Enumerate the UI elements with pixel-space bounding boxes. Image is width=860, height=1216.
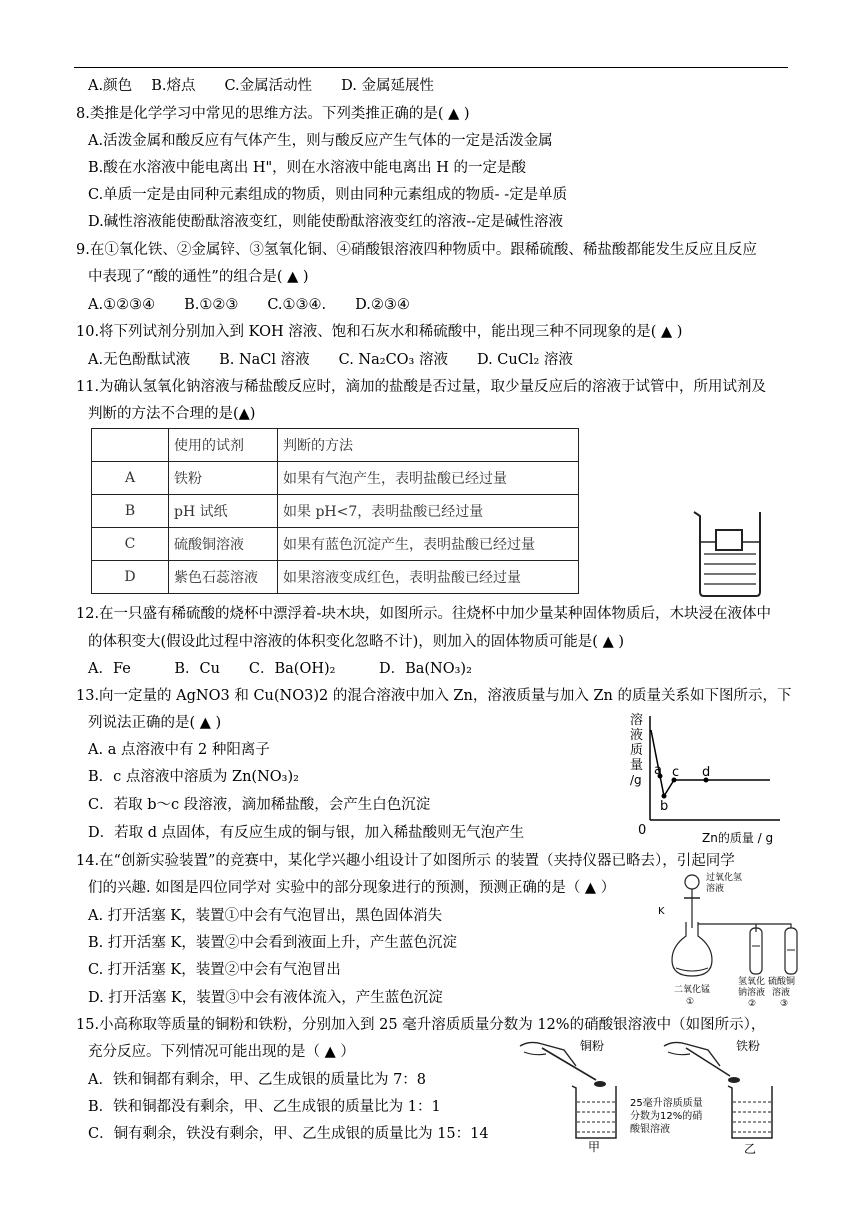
graph-ylabel-char: 质 [630,743,644,758]
hand-right-icon [664,1042,720,1066]
tube2-label: 钠溶液 [738,988,766,998]
q11-stem-line2: 判断的方法不合理的是(▲) [88,406,256,422]
q13-option-d: D．若取 d 点固体，有反应生成的铜与银，加入稀盐酸则无气泡产生 [88,825,525,841]
beaker-wood-block-figure [690,508,770,600]
table-cell: pH 试纸 [169,495,278,528]
q15-stem-line2: 充分反应。下列情况可能出现的是（ ▲ ） [88,1044,355,1060]
table-cell: 紫色石蕊溶液 [169,561,278,594]
q14-option-a: A. 打开活塞 K，装置①中会有气泡冒出，黑色固体消失 [88,908,443,924]
table-cell: 如果溶液变成红色，表明盐酸已经过量 [278,561,579,594]
table-header-cell: 判断的方法 [278,429,579,462]
graph-xlabel: Zn的质量 / g [702,831,774,845]
q14-option-d: D. 打开活塞 K，装置③中会有液体流入，产生蓝色沉淀 [88,990,443,1006]
point-a-label: a [654,763,662,778]
beaker-left-label: 甲 [588,1140,601,1154]
flask1-label: 二氧化锰 [674,985,711,995]
q8-option-b: B.酸在水溶液中能电离出 H"，则在水溶液中能电离出 H 的一定是酸 [88,160,527,176]
top-rule [74,67,788,68]
table-cell: 铁粉 [169,462,278,495]
graph-origin: 0 [638,823,647,838]
graph-ylabel-char: 溶 [630,713,644,728]
q11-stem-line1: 11.为确认氢氧化钠溶液与稀盐酸反应时，滴加的盐酸是否过量，取少量反应后的溶液于试管中，所用试剂及 [76,379,767,395]
table-row [92,495,579,528]
mass-curve [651,730,770,796]
q13-mass-graph [620,708,790,846]
q8-option-d: D.碱性溶液能使酚酞溶液变红，则能使酚酞溶液变红的溶液--定是碱性溶液 [88,214,564,230]
q9-stem-line1: 9.在①氧化铁、②金属锌、③氢氧化铜、④硝酸银溶液四种物质中。跟稀硫酸、稀盐酸都能发生反应且反应 [76,242,757,258]
table-header-cell: 使用的试剂 [169,429,278,462]
q12-options: A．Fe B．Cu C．Ba(OH)₂ D．Ba(NO₃)₂ [88,661,472,677]
q8-option-c: C.单质一定是由同种元素组成的物质，则由同种元素组成的物质- -定是单质 [88,187,568,203]
q15-beakers-figure [516,1036,786,1154]
flask1-number: ① [686,997,695,1007]
q14-option-b: B. 打开活塞 K，装置②中会看到液面上升，产生蓝色沉淀 [88,935,457,951]
point-d-label: d [702,765,711,780]
tube3-number: ③ [780,999,789,1009]
q14-stem-line2: 们的兴趣. 如图是四位同学对 实验中的部分现象进行的预测，预测正确的是（ ▲ ） [88,880,616,896]
table-cell: 如果有气泡产生，表明盐酸已经过量 [278,462,579,495]
point-b [662,794,667,799]
q8-option-a: A.活泼金属和酸反应有气体产生，则与酸反应产生气体的一定是活泼金属 [88,133,553,149]
q14-stem-line1: 14.在“创新实验装置”的竞赛中，某化学兴趣小组设计了如图所示 的装置（夹持仪器已略去），引起同学 [76,853,735,869]
table-row [92,561,579,594]
tube3-label: 溶液 [772,988,791,998]
q12-stem-line2: 的体积变大(假设此过程中溶液的体积变化忽略不计)，则加入的固体物质可能是( ▲ ) [88,634,624,650]
point-c-label: c [672,765,680,780]
graph-ylabel-char: 量 [630,758,644,773]
table-row [92,429,579,462]
q12-stem-line1: 12.在一只盛有稀硫酸的烧杯中漂浮着-块木块，如图所示。往烧杯中加少量某种固体物质后，木块浸在液体中 [76,606,771,622]
solution-note: 酸银溶液 [630,1124,670,1135]
q13-option-c: C．若取 b～c 段溶液，滴加稀盐酸，会产生白色沉淀 [88,797,431,813]
h2o2-label: 过氧化氢 [706,873,743,883]
q15-option-b: B．铁和铜都没有剩余，甲、乙生成银的质量比为 1：1 [88,1099,441,1115]
table-cell: C [92,528,169,561]
table-cell: 硫酸铜溶液 [169,528,278,561]
table-cell: D [92,561,169,594]
q10-stem: 10.将下列试剂分别加入到 KOH 溶液、饱和石灰水和稀硫酸中，能出现三种不同现象的是( ▲ ) [76,324,683,340]
tube2-number: ② [748,999,757,1009]
table-row [92,462,579,495]
copper-powder-label: 铜粉 [580,1039,605,1053]
q7-options: A.颜色 B.熔点 C.金属活动性 D. 金属延展性 [88,78,434,94]
iron-powder-label: 铁粉 [736,1039,761,1053]
q9-options: A.①②③④ B.①②③ C.①③④. D.②③④ [88,297,410,313]
q14-option-c: C. 打开活塞 K，装置②中会有气泡冒出 [88,962,341,978]
q14-apparatus-figure [656,870,798,1012]
table-cell: A [92,462,169,495]
q11-table [91,428,579,594]
point-b-label: b [660,799,669,814]
q10-options: A.无色酚酞试液 B. NaCl 溶液 C. Na₂CO₃ 溶液 D. CuCl₂ 溶液 [88,352,573,368]
graph-ylabel-char: 液 [630,728,644,743]
q15-option-a: A．铁和铜都有剩余，甲、乙生成银的质量比为 7：8 [88,1072,427,1088]
q13-stem-line1: 13.向一定量的 AgNO3 和 Cu(NO3)2 的混合溶液中加入 Zn，溶液质量与加入 Zn 的质量关系如下图所示，下 [76,688,792,704]
table-header-cell [92,429,169,462]
q9-stem-line2: 中表现了“酸的通性”的组合是( ▲ ) [88,269,309,285]
table-cell: 如果有蓝色沉淀产生，表明盐酸已经过量 [278,528,579,561]
q15-option-c: C．铜有剩余，铁没有剩余，甲、乙生成银的质量比为 15：14 [88,1126,489,1142]
table-row [92,528,579,561]
table-cell: 如果 pH<7，表明盐酸已经过量 [278,495,579,528]
tube2-label: 氢氧化 [738,977,766,987]
q8-stem: 8.类推是化学学习中常见的思维方法。下列类推正确的是( ▲ ) [76,106,470,122]
beaker-right-label: 乙 [744,1142,757,1154]
q13-option-a: A. a 点溶液中有 2 种阳离子 [88,742,270,758]
solution-note: 25毫升溶质质量 [630,1098,703,1109]
valve-k-label: K [658,906,665,917]
q15-stem-line1: 15.小高称取等质量的铜粉和铁粉，分别加入到 25 毫升溶质质量分数为 12%的硝酸银溶液中（如图所示）， [76,1017,766,1033]
q13-option-b: B．c 点溶液中溶质为 Zn(NO₃)₂ [88,769,299,785]
q13-stem-line2: 列说法正确的是( ▲ ) [88,715,222,731]
graph-ylabel-unit: /g [630,773,642,787]
table-cell: B [92,495,169,528]
tube3-label: 硫酸铜 [768,977,796,987]
spatula-right-icon [686,1048,730,1076]
solution-note: 分数为12%的硝 [630,1111,703,1122]
h2o2-label: 溶液 [706,884,725,894]
